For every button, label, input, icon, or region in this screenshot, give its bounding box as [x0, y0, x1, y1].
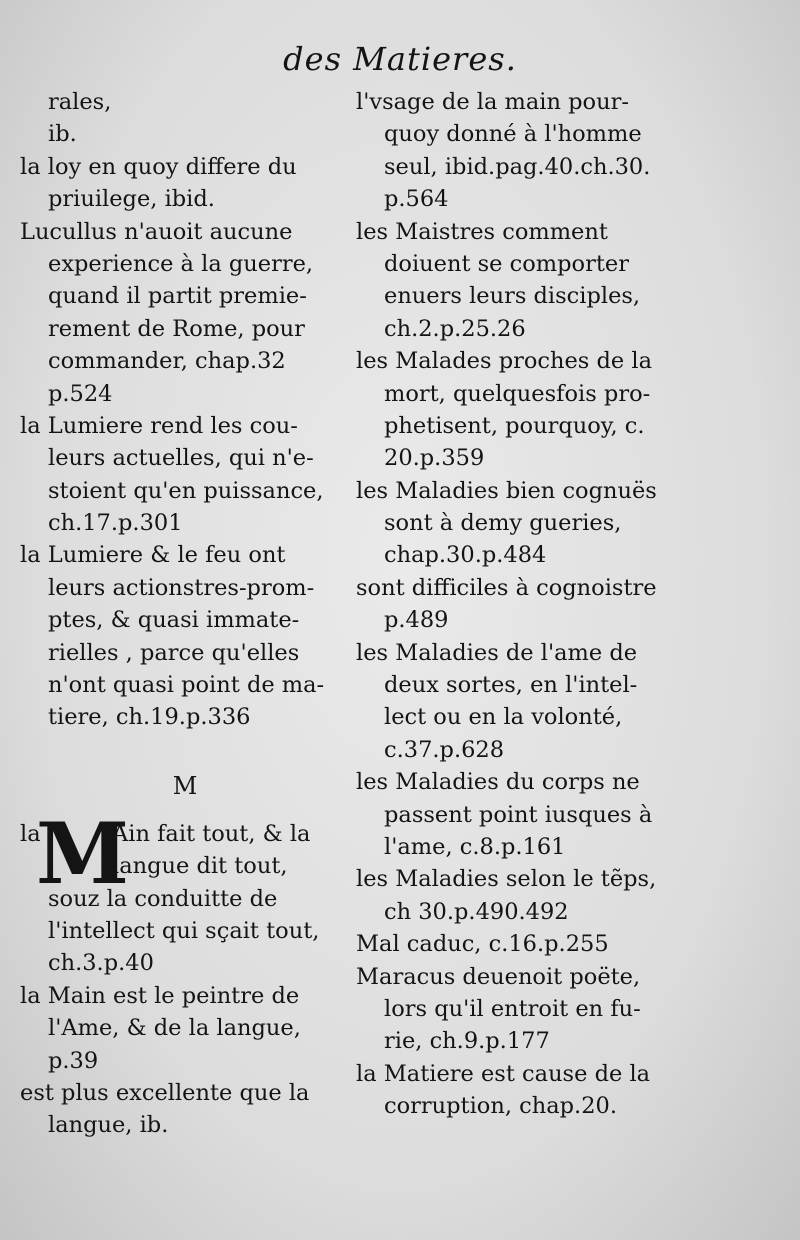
index-line: les Maladies bien cognuës [356, 477, 657, 504]
index-line: langue dit tout, [112, 853, 288, 880]
index-entry [20, 980, 350, 1077]
index-line: stoient qu'en puissance, [48, 477, 324, 504]
index-line: ib. [48, 121, 77, 148]
index-line: les Maladies de l'ame de [356, 639, 638, 666]
index-entry [356, 475, 686, 572]
index-line: c.37.p.628 [384, 736, 505, 763]
index-line: lors qu'il entroit en fu- [384, 995, 641, 1022]
index-line: ptes, & quasi immate- [48, 607, 300, 634]
index-entry [356, 216, 686, 346]
index-line: ch 30.p.490.492 [384, 898, 569, 925]
index-line: quoy donné à l'homme [384, 121, 642, 148]
index-line: doiuent se comporter [384, 250, 629, 277]
index-line: chap.30.p.484 [384, 542, 547, 569]
index-entry [356, 863, 686, 928]
index-entry [356, 766, 686, 863]
index-line: la Matiere est cause de la [356, 1060, 651, 1087]
index-line: corruption, chap.20. [384, 1093, 617, 1120]
index-line: les Maistres comment [356, 218, 608, 245]
index-line: les Maladies selon le tẽps, [356, 866, 657, 893]
index-line: p.39 [48, 1047, 99, 1074]
index-entry [356, 86, 686, 216]
index-line: quand il partit premie- [48, 283, 307, 310]
index-line: tiere, ch.19.p.336 [48, 704, 251, 731]
index-line: p.489 [384, 607, 449, 634]
index-line: la Lumiere & le feu ont [20, 542, 286, 569]
index-entry [356, 928, 686, 960]
index-line: seul, ibid.pag.40.ch.30. [384, 153, 651, 180]
index-line: est plus excellente que la [20, 1079, 310, 1106]
index-line: lect ou en la volonté, [384, 704, 623, 731]
index-line: rales, [48, 89, 112, 115]
index-line: Maracus deuenoit poëte, [356, 963, 641, 990]
index-line: mort, quelquesfois pro- [384, 380, 651, 407]
index-entry [20, 86, 350, 151]
index-entry [20, 539, 350, 733]
index-line: rielles , parce qu'elles [48, 639, 300, 666]
index-line: passent point iusques à [384, 801, 653, 828]
index-line: p.564 [384, 186, 449, 213]
index-line: 20.p.359 [384, 445, 485, 472]
dropcap-prefix: la [20, 820, 41, 847]
index-entry [356, 637, 686, 767]
index-line: ch.17.p.301 [48, 510, 183, 537]
index-line: langue, ib. [48, 1112, 169, 1139]
index-line: phetisent, pourquoy, c. [384, 412, 645, 439]
index-line: la Main est le peintre de [20, 982, 300, 1009]
index-entry [356, 961, 686, 1058]
index-line: n'ont quasi point de ma- [48, 672, 325, 699]
index-entry [356, 345, 686, 475]
index-line: sont difficiles à cognoistre [356, 574, 657, 601]
index-line: les Maladies du corps ne [356, 769, 640, 796]
index-line: leurs actionstres-prom- [48, 574, 315, 601]
index-line: enuers leurs disciples, [384, 283, 641, 310]
index-line: Ain fait tout, & la [112, 820, 311, 847]
left-column [20, 86, 350, 1142]
index-line: commander, chap.32 [48, 348, 286, 375]
index-line: la loy en quoy differe du [20, 153, 297, 180]
index-line: priuilege, ibid. [48, 186, 215, 213]
right-column [356, 86, 686, 1123]
page-header: des Matieres. [283, 40, 517, 78]
index-entry [356, 572, 686, 637]
section-letter: M [172, 771, 198, 800]
index-entry [20, 151, 350, 216]
dropcap-entry [20, 803, 350, 980]
index-line: les Malades proches de la [356, 348, 652, 375]
index-line: l'ame, c.8.p.161 [384, 833, 566, 860]
index-line: ch.3.p.40 [48, 950, 154, 977]
index-line: ch.2.p.25.26 [384, 315, 526, 342]
index-entry [20, 216, 350, 410]
index-line: l'vsage de la main pour- [356, 89, 629, 115]
index-line: p.524 [48, 380, 113, 407]
index-line: l'intellect qui sçait tout, [48, 917, 320, 944]
index-line: rement de Rome, pour [48, 315, 305, 342]
index-entry [20, 410, 350, 540]
index-entry [20, 1077, 350, 1142]
index-line: l'Ame, & de la langue, [48, 1015, 301, 1042]
drop-capital: M [36, 803, 129, 903]
index-entry [356, 1058, 686, 1123]
index-line: leurs actuelles, qui n'e- [48, 445, 314, 472]
index-line: la Lumiere rend les cou- [20, 412, 298, 439]
index-line: Lucullus n'auoit aucune [20, 218, 293, 245]
index-line: Mal caduc, c.16.p.255 [356, 931, 609, 958]
index-line: deux sortes, en l'intel- [384, 672, 638, 699]
index-line: experience à la guerre, [48, 250, 314, 277]
index-line: souz la conduitte de [48, 885, 278, 912]
index-line: rie, ch.9.p.177 [384, 1028, 550, 1055]
index-line: sont à demy gueries, [384, 510, 622, 537]
